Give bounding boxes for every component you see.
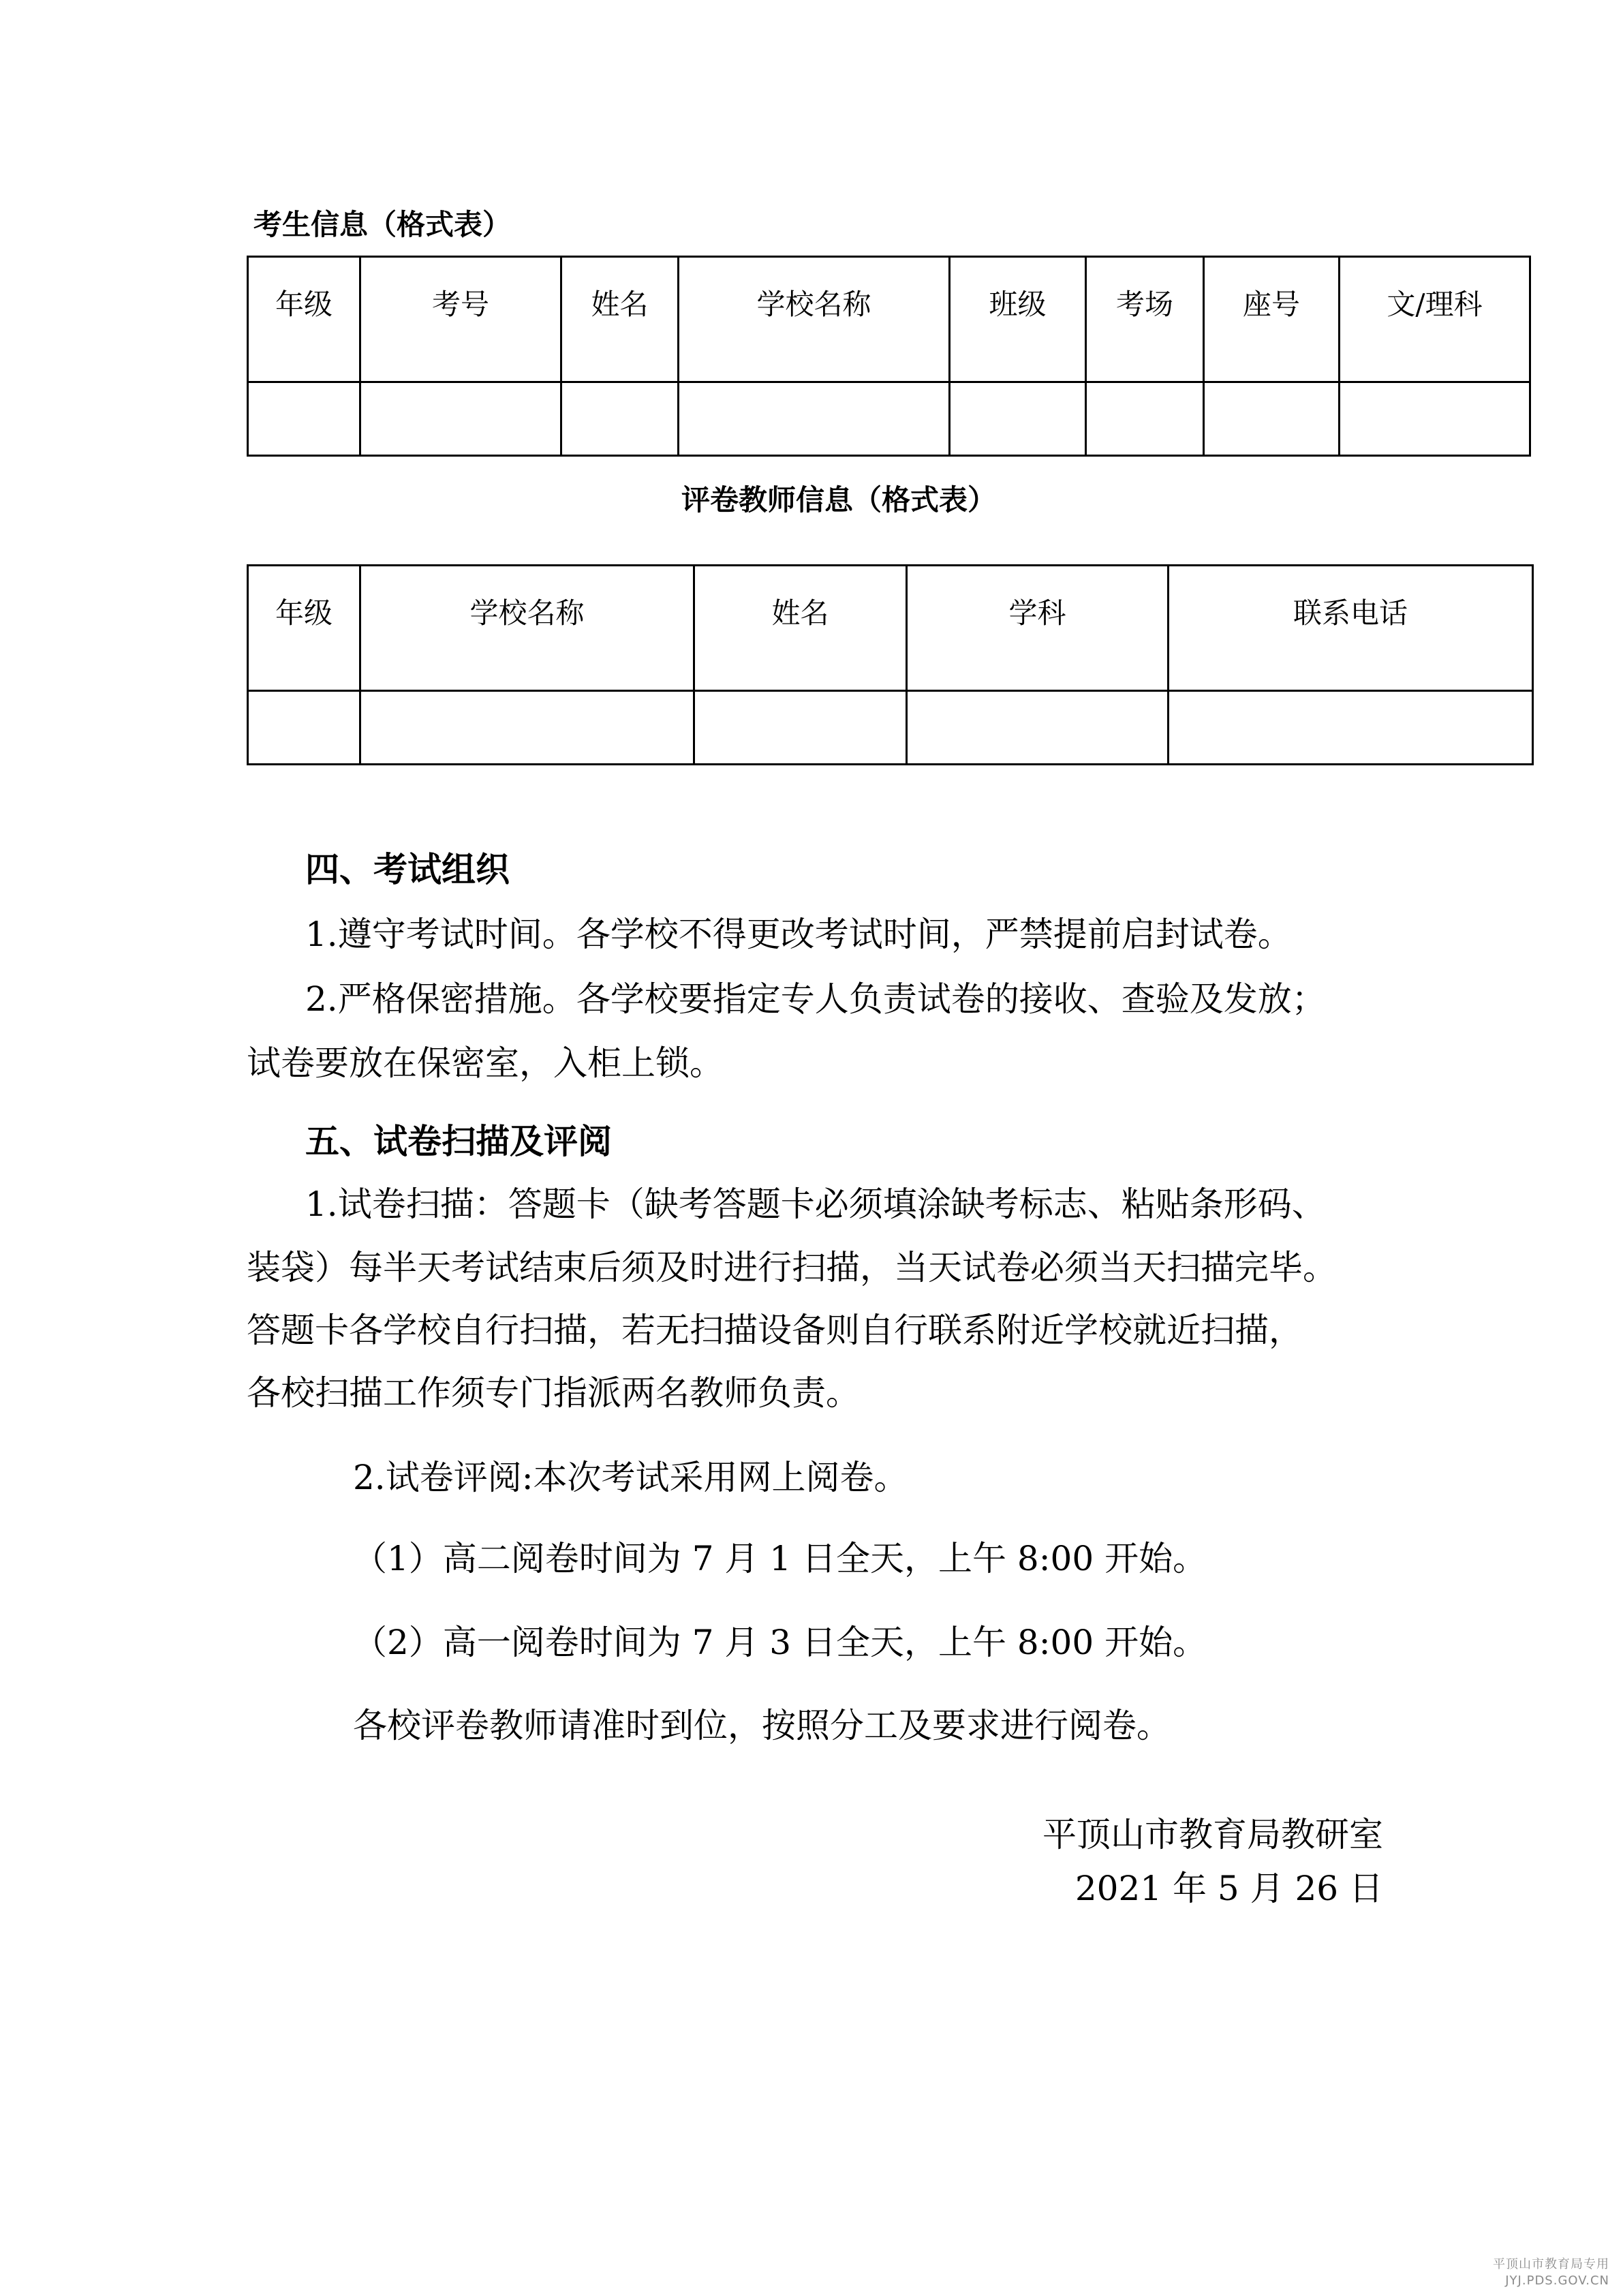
section5-item1-line4: 各校扫描工作须专门指派两名教师负责。 (247, 1373, 860, 1413)
section5-item2: 2.试卷评阅:本次考试采用网上阅卷。 (353, 1458, 908, 1497)
header-cell-subject: 学科 (907, 566, 1169, 691)
section5-closing: 各校评卷教师请准时到位，按照分工及要求进行阅卷。 (353, 1706, 1171, 1745)
header-cell-school-name: 学校名称 (679, 257, 950, 382)
teacher-info-table (247, 564, 1534, 765)
empty-cell (1340, 382, 1530, 456)
header-cell-name: 姓名 (561, 257, 679, 382)
section5-sub2: （2）高一阅卷时间为 7 月 3 日全天，上午 8:00 开始。 (353, 1623, 1207, 1662)
section-heading-exam-organization: 四、考试组织 (305, 850, 510, 889)
section-heading-scan-and-marking: 五、试卷扫描及评阅 (305, 1122, 612, 1161)
signature-date: 2021 年 5 月 26 日 (1075, 1869, 1383, 1908)
watermark (1493, 2256, 1609, 2289)
header-cell-class: 班级 (950, 257, 1086, 382)
signature-org: 平顶山市教育局教研室 (1042, 1815, 1383, 1854)
section5-item1-line2: 装袋）每半天考试结束后须及时进行扫描，当天试卷必须当天扫描完毕。 (247, 1248, 1337, 1287)
table-row (248, 691, 1533, 765)
watermark-line2: JYJ.PDS.GOV.CN (1505, 2274, 1609, 2288)
table-row (248, 382, 1530, 456)
empty-cell (561, 382, 679, 456)
table-header-row (248, 566, 1533, 691)
header-cell-seat: 座号 (1204, 257, 1340, 382)
section4-item1: 1.遵守考试时间。各学校不得更改考试时间，严禁提前启封试卷。 (305, 915, 1292, 954)
empty-cell (1204, 382, 1340, 456)
header-cell-school-name: 学校名称 (360, 566, 694, 691)
empty-cell (907, 691, 1169, 765)
empty-cell (248, 691, 360, 765)
section5-item1-line1: 1.试卷扫描：答题卡（缺考答题卡必须填涂缺考标志、粘贴条形码、 (305, 1184, 1326, 1224)
empty-cell (360, 691, 694, 765)
student-table-caption: 考生信息（格式表） (253, 208, 512, 241)
empty-cell (950, 382, 1086, 456)
teacher-table-caption: 评卷教师信息（格式表） (681, 483, 997, 517)
header-cell-name: 姓名 (694, 566, 907, 691)
table-header-row (248, 257, 1530, 382)
header-cell-phone: 联系电话 (1169, 566, 1533, 691)
empty-cell (248, 382, 360, 456)
watermark-line1: 平顶山市教育局专用 (1493, 2257, 1609, 2271)
section5-item1-line3: 答题卡各学校自行扫描，若无扫描设备则自行联系附近学校就近扫描， (247, 1311, 1303, 1350)
empty-cell (1169, 691, 1533, 765)
header-cell-arts-science: 文/理科 (1340, 257, 1530, 382)
section5-sub1: （1）高二阅卷时间为 7 月 1 日全天，上午 8:00 开始。 (353, 1539, 1207, 1578)
header-cell-grade: 年级 (248, 566, 360, 691)
header-cell-exam-number: 考号 (360, 257, 561, 382)
section4-item2-line2: 试卷要放在保密室，入柜上锁。 (247, 1043, 724, 1083)
section4-item2-line1: 2.严格保密措施。各学校要指定专人负责试卷的接收、查验及发放； (305, 979, 1326, 1019)
student-info-table (247, 256, 1531, 457)
header-cell-exam-room: 考场 (1086, 257, 1204, 382)
empty-cell (694, 691, 907, 765)
empty-cell (679, 382, 950, 456)
empty-cell (360, 382, 561, 456)
header-cell-grade: 年级 (248, 257, 360, 382)
empty-cell (1086, 382, 1204, 456)
